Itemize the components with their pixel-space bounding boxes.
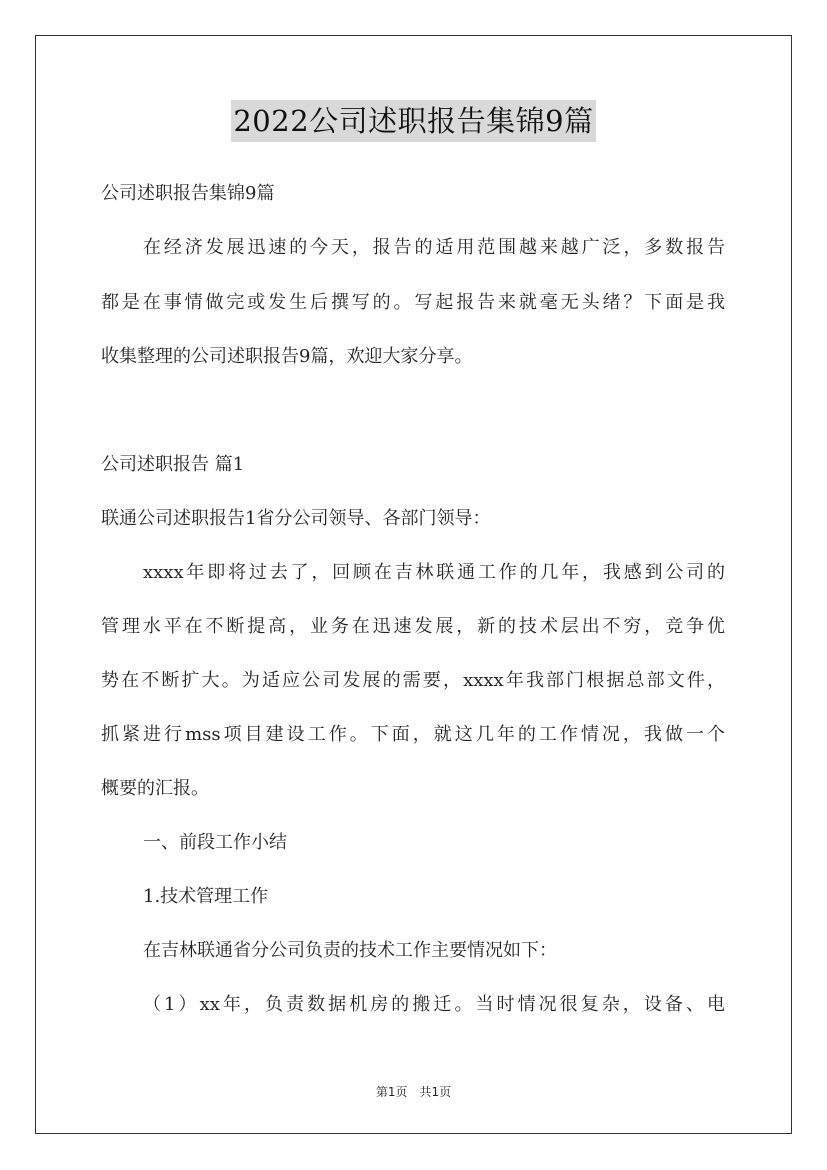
paragraph-line: 势在不断扩大。为适应公司发展的需要，xxxx年我部门根据总部文件， xyxy=(101,670,725,691)
paragraph-line: （1）xx年，负责数据机房的搬迁。当时情况很复杂，设备、电 xyxy=(143,994,725,1015)
title-container xyxy=(0,100,827,142)
paragraph-line: 在经济发展迅速的今天，报告的适用范围越来越广泛，多数报告 xyxy=(143,237,725,258)
paragraph-line: xxxx年即将过去了，回顾在吉林联通工作的几年，我感到公司的 xyxy=(143,562,725,583)
paragraph-line: 联通公司述职报告1省分公司领导、各部门领导： xyxy=(101,508,491,529)
paragraph-line: 管理水平在不断提高，业务在迅速发展，新的技术层出不穷，竞争优 xyxy=(101,616,725,637)
section-heading: 公司述职报告 篇1 xyxy=(101,454,245,475)
page-footer: 第1页 共1页 xyxy=(375,1085,452,1099)
paragraph-line: 都是在事情做完或发生后撰写的。写起报告来就毫无头绪？下面是我 xyxy=(101,292,725,313)
document-title: 2022公司述职报告集锦9篇 xyxy=(231,100,595,142)
paragraph-line: 概要的汇报。 xyxy=(101,778,209,799)
paragraph-line: 在吉林联通省分公司负责的技术工作主要情况如下： xyxy=(143,940,557,961)
subsection-heading: 一、前段工作小结 xyxy=(143,832,287,853)
subtitle-line: 公司述职报告集锦9篇 xyxy=(101,183,275,204)
paragraph-line: 抓紧进行mss项目建设工作。下面，就这几年的工作情况，我做一个 xyxy=(101,724,725,745)
paragraph-line: 收集整理的公司述职报告9篇，欢迎大家分享。 xyxy=(101,346,473,367)
subsection-heading: 1.技术管理工作 xyxy=(143,886,269,907)
